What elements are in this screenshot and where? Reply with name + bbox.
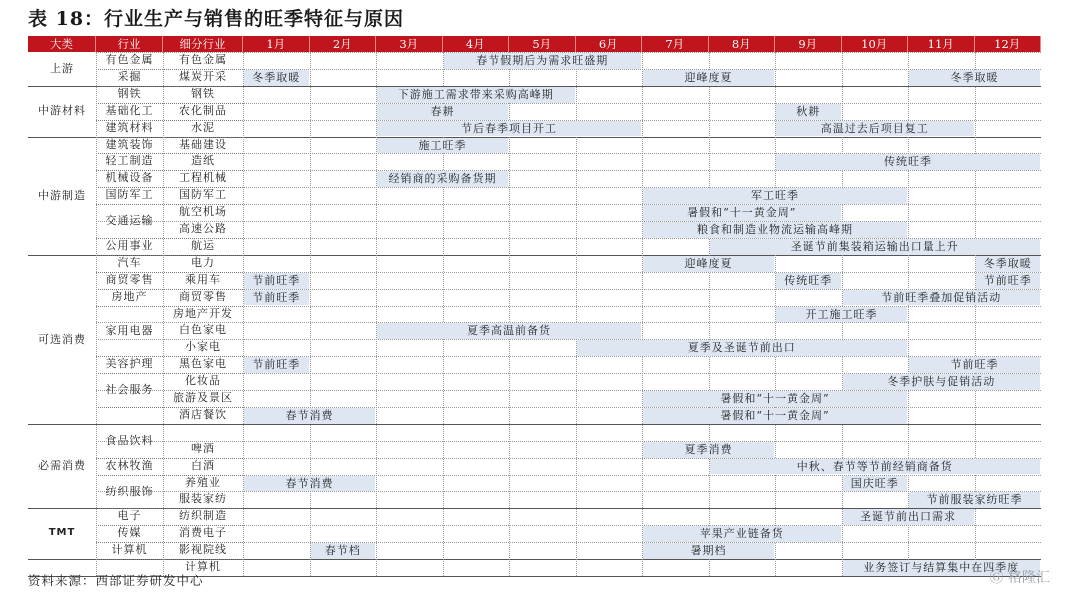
subindustry-cell xyxy=(163,86,243,103)
watermark-text: 格隆汇 xyxy=(1008,570,1050,586)
subindustry-cell-label: 化妆品 xyxy=(185,374,221,388)
season-band xyxy=(843,374,1041,390)
industry-cell-label: 机械设备 xyxy=(105,171,154,185)
season-band-label: 春耕 xyxy=(430,104,455,118)
season-band-label: 节前旺季 xyxy=(252,273,301,287)
industry-cell-label: 社会服务 xyxy=(105,383,154,397)
season-band xyxy=(377,138,508,154)
season-band-label: 开工施工旺季 xyxy=(805,307,878,321)
industry-cell xyxy=(96,255,163,272)
season-band xyxy=(643,543,774,559)
season-band-label: 迎峰度夏 xyxy=(684,70,733,84)
season-band-label: 传统旺季 xyxy=(884,155,932,169)
subindustry-cell-label: 房地产开发 xyxy=(173,306,233,320)
subindustry-cell-label: 小家电 xyxy=(185,340,221,354)
category-cell xyxy=(28,52,96,86)
row-divider xyxy=(28,424,1041,425)
industry-cell xyxy=(96,120,163,137)
season-band-label: 节前旺季叠加促销活动 xyxy=(881,290,1002,304)
industry-cell-label: 家用电器 xyxy=(105,323,154,337)
season-band xyxy=(244,70,309,86)
industry-cell-label: 房地产 xyxy=(111,289,148,303)
table-title: 表 18：行业生产与销售的旺季特征与原因 xyxy=(28,8,405,30)
subindustry-cell-label: 商贸零售 xyxy=(179,289,227,303)
subindustry-cell-label: 基础建设 xyxy=(179,137,227,151)
subindustry-cell-label: 乘用车 xyxy=(185,272,221,286)
season-band-label: 春节档 xyxy=(324,544,361,558)
season-band-label: 春节假期后为需求旺盛期 xyxy=(476,54,609,67)
season-band xyxy=(643,70,774,86)
subindustry-cell-label: 计算机 xyxy=(185,560,221,573)
industry-cell xyxy=(96,86,163,103)
column-divider xyxy=(709,52,710,576)
header-cell: 行业 xyxy=(96,36,163,52)
subindustry-cell xyxy=(163,458,243,475)
subindustry-cell xyxy=(163,356,243,373)
subindustry-cell xyxy=(163,272,243,289)
season-band-label: 夏季消费 xyxy=(684,442,733,456)
season-band-label: 冬季取暖 xyxy=(252,70,301,84)
subindustry-cell-label: 航运 xyxy=(191,238,215,252)
subindustry-cell-label: 电力 xyxy=(191,255,215,269)
industry-cell-label: 电子 xyxy=(117,509,142,523)
industry-cell-label: 钢铁 xyxy=(117,86,142,100)
season-band-label: 节前旺季 xyxy=(252,290,301,304)
header-cell: 3月 xyxy=(376,36,443,52)
industry-cell-label: 商贸零售 xyxy=(105,272,154,286)
season-band xyxy=(643,222,907,238)
industry-cell xyxy=(96,525,163,542)
industry-cell xyxy=(96,204,163,238)
subindustry-cell xyxy=(163,306,243,323)
season-band xyxy=(377,104,508,120)
subindustry-cell xyxy=(163,339,243,356)
subindustry-cell xyxy=(163,69,243,86)
season-band-label: 冬季护肤与促销活动 xyxy=(887,375,996,389)
season-band xyxy=(776,104,841,120)
season-band-label: 传统旺季 xyxy=(784,273,833,287)
season-band-label: 节前旺季 xyxy=(983,273,1032,287)
season-band xyxy=(643,188,907,204)
column-divider xyxy=(310,52,311,576)
subindustry-cell-label: 钢铁 xyxy=(191,86,215,100)
source-note: 资料来源：西部证券研发中心 xyxy=(28,573,204,588)
season-band xyxy=(710,459,1041,475)
watermark-icon: Ⓖ xyxy=(989,570,1004,586)
season-band xyxy=(643,408,907,424)
season-band xyxy=(843,476,908,492)
season-band xyxy=(776,273,841,289)
industry-cell xyxy=(96,187,163,204)
season-band xyxy=(577,340,908,356)
header-cell: 2月 xyxy=(310,36,377,52)
industry-cell xyxy=(96,170,163,187)
season-band xyxy=(643,391,907,407)
category-cell-label: 中游材料 xyxy=(38,103,86,117)
season-band-label: 高温过去后项目复工 xyxy=(820,121,929,135)
subindustry-cell-label: 啤酒 xyxy=(191,441,215,455)
category-cell xyxy=(28,137,96,255)
industry-cell-label: 农林牧渔 xyxy=(105,458,154,472)
industry-cell xyxy=(96,289,163,306)
subindustry-cell-label: 水泥 xyxy=(191,120,215,134)
subindustry-cell xyxy=(163,137,243,154)
header-cell: 9月 xyxy=(775,36,842,52)
season-band-label: 节后春季项目开工 xyxy=(461,121,557,135)
season-band-label: 冬季取暖 xyxy=(950,70,999,84)
industry-cell-label: 公用事业 xyxy=(105,238,154,252)
season-band-label: 迎峰度夏 xyxy=(684,256,733,270)
subindustry-cell xyxy=(163,407,243,424)
subindustry-cell xyxy=(163,525,243,542)
header-cell: 7月 xyxy=(642,36,709,52)
season-band-label: 暑假和“十一黄金周” xyxy=(687,206,797,220)
season-band-label: 秋耕 xyxy=(796,104,821,118)
industry-cell-label: 基础化工 xyxy=(105,103,154,117)
industry-cell xyxy=(96,508,163,525)
subindustry-cell xyxy=(163,187,243,204)
season-band xyxy=(244,357,309,373)
subindustry-cell-label: 黑色家电 xyxy=(179,357,227,371)
subindustry-cell xyxy=(163,491,243,508)
industry-cell xyxy=(96,137,163,154)
subindustry-cell-label: 航空机场 xyxy=(179,205,227,219)
header-cell: 4月 xyxy=(443,36,510,52)
season-band xyxy=(909,70,1040,86)
season-band xyxy=(643,205,841,221)
subindustry-cell xyxy=(163,508,243,525)
column-divider xyxy=(243,52,244,576)
industry-cell xyxy=(96,153,163,170)
season-band-label: 圣诞节前出口需求 xyxy=(860,510,956,524)
category-cell xyxy=(28,255,96,424)
category-cell xyxy=(28,424,96,509)
industry-cell xyxy=(96,272,163,289)
subindustry-cell-label: 消费电子 xyxy=(179,526,227,540)
subindustry-cell xyxy=(163,170,243,187)
season-band xyxy=(976,273,1041,289)
season-band-label: 春节消费 xyxy=(285,408,334,422)
subindustry-cell xyxy=(163,475,243,492)
season-band xyxy=(377,121,641,137)
season-band xyxy=(244,290,309,306)
season-band-label: 中秋、春节等节前经销商备货 xyxy=(796,459,953,473)
subindustry-cell xyxy=(163,255,243,272)
season-band xyxy=(244,408,375,424)
season-band xyxy=(244,476,375,492)
industry-cell-label: 食品饮料 xyxy=(105,433,154,447)
season-band xyxy=(377,87,575,103)
industry-cell-label: 建筑材料 xyxy=(105,120,154,134)
season-band xyxy=(776,154,1040,170)
industry-cell-label: 采掘 xyxy=(117,69,142,83)
season-band-label: 军工旺季 xyxy=(751,189,799,203)
industry-cell-label: 美容护理 xyxy=(105,357,154,371)
subindustry-cell-label: 服装家纺 xyxy=(179,492,227,506)
column-divider xyxy=(642,52,643,576)
industry-cell xyxy=(96,52,163,69)
header-cell: 8月 xyxy=(709,36,776,52)
watermark-logo xyxy=(990,567,1050,587)
subindustry-cell-label: 工程机械 xyxy=(179,171,227,185)
subindustry-cell xyxy=(163,103,243,120)
industry-cell xyxy=(96,69,163,86)
subindustry-cell-label: 白色家电 xyxy=(179,323,227,337)
season-band-label: 节前服装家纺旺季 xyxy=(926,493,1023,507)
season-band xyxy=(643,442,774,458)
season-band xyxy=(776,121,974,137)
season-band xyxy=(843,509,974,525)
subindustry-cell xyxy=(163,52,243,69)
industry-cell-label: 有色金属 xyxy=(105,53,154,66)
category-cell-label: 可选消费 xyxy=(38,332,86,346)
subindustry-cell xyxy=(163,221,243,238)
subindustry-cell-label: 造纸 xyxy=(191,154,215,168)
season-band-label: 粮食和制造业物流运输高峰期 xyxy=(697,223,853,236)
category-cell xyxy=(28,86,96,137)
subindustry-cell-label: 白酒 xyxy=(191,458,215,472)
industry-cell xyxy=(96,424,163,458)
subindustry-cell-label: 养殖业 xyxy=(185,475,221,489)
industry-cell xyxy=(96,306,163,357)
category-cell-label: 上游 xyxy=(50,62,74,75)
subindustry-cell-label: 影视院线 xyxy=(179,543,227,557)
subindustry-cell-label: 有色金属 xyxy=(179,53,227,66)
season-band xyxy=(311,543,376,559)
industry-cell xyxy=(96,542,163,559)
subindustry-cell-label: 煤炭开采 xyxy=(179,69,227,83)
subindustry-cell xyxy=(163,120,243,137)
industry-cell xyxy=(96,238,163,255)
subindustry-cell xyxy=(163,153,243,170)
season-band-label: 业务签订与结算集中在四季度 xyxy=(863,561,1020,574)
season-band xyxy=(643,526,841,542)
season-band-label: 节前旺季 xyxy=(950,358,999,372)
industry-cell-label: 纺织服饰 xyxy=(105,484,154,498)
season-band-label: 施工旺季 xyxy=(418,138,467,152)
season-band xyxy=(843,290,1041,306)
season-band-label: 暑假和“十一黄金周” xyxy=(720,408,830,422)
season-band-label: 夏季及圣诞节前出口 xyxy=(687,341,796,355)
subindustry-cell xyxy=(163,322,243,339)
header-cell: 5月 xyxy=(509,36,576,52)
category-cell xyxy=(28,508,96,559)
season-band xyxy=(244,273,309,289)
subindustry-cell xyxy=(163,542,243,559)
industry-cell xyxy=(96,373,163,407)
season-band-label: 经销商的采购备货期 xyxy=(388,172,497,186)
subindustry-cell xyxy=(163,390,243,407)
subindustry-cell-label: 纺织制造 xyxy=(179,509,227,523)
season-band xyxy=(909,357,1040,373)
header-cell: 11月 xyxy=(908,36,975,52)
season-band xyxy=(909,492,1040,508)
season-band xyxy=(976,256,1041,272)
header-cell: 10月 xyxy=(842,36,909,52)
subindustry-cell-label: 国防军工 xyxy=(179,188,227,202)
season-band-label: 暑假和“十一黄金周” xyxy=(720,392,830,405)
season-band xyxy=(643,256,774,272)
category-cell-label: 必需消费 xyxy=(38,458,86,472)
subindustry-cell xyxy=(163,204,243,221)
season-band-label: 暑期档 xyxy=(690,544,727,558)
industry-cell-label: 轻工制造 xyxy=(105,154,154,168)
industry-cell-label: 传媒 xyxy=(117,526,142,540)
seasonality-table xyxy=(28,36,1048,574)
season-band-label: 下游施工需求带来采购高峰期 xyxy=(397,87,554,101)
season-band xyxy=(377,323,641,339)
season-band xyxy=(444,53,642,69)
season-band-label: 苹果产业链备货 xyxy=(699,527,784,541)
industry-cell-label: 计算机 xyxy=(111,543,148,557)
subindustry-cell xyxy=(163,238,243,255)
category-cell-label: 中游制造 xyxy=(38,188,86,202)
header-cell: 12月 xyxy=(975,36,1042,52)
header-cell: 细分行业 xyxy=(163,36,243,52)
season-band-label: 节前旺季 xyxy=(252,358,301,372)
industry-cell-label: 国防军工 xyxy=(105,188,154,202)
header-cell: 大类 xyxy=(28,36,96,52)
header-cell: 1月 xyxy=(243,36,310,52)
industry-cell-label: 汽车 xyxy=(117,255,142,269)
season-band xyxy=(377,171,508,187)
season-band-label: 冬季取暖 xyxy=(983,256,1032,270)
subindustry-cell-label: 农化制品 xyxy=(179,103,227,117)
industry-cell-label: 交通运输 xyxy=(105,214,154,228)
subindustry-cell-label: 高速公路 xyxy=(179,222,227,235)
industry-cell xyxy=(96,458,163,475)
season-band xyxy=(776,307,907,323)
subindustry-cell-label: 酒店餐饮 xyxy=(179,407,227,421)
industry-cell-label: 建筑装饰 xyxy=(105,137,154,151)
industry-cell xyxy=(96,475,163,509)
season-band xyxy=(710,239,1041,255)
season-band-label: 春节消费 xyxy=(285,476,334,490)
subindustry-cell xyxy=(163,289,243,306)
industry-cell xyxy=(96,103,163,120)
subindustry-cell xyxy=(163,373,243,390)
season-band-label: 国庆旺季 xyxy=(850,476,899,490)
category-cell-label: TMT xyxy=(48,527,76,539)
subindustry-cell xyxy=(163,441,243,458)
industry-cell xyxy=(96,356,163,373)
subindustry-cell-label: 旅游及景区 xyxy=(173,391,233,404)
season-band-label: 圣诞节前集装箱运输出口量上升 xyxy=(790,239,959,253)
season-band-label: 夏季高温前备货 xyxy=(467,324,551,338)
header-cell: 6月 xyxy=(576,36,643,52)
